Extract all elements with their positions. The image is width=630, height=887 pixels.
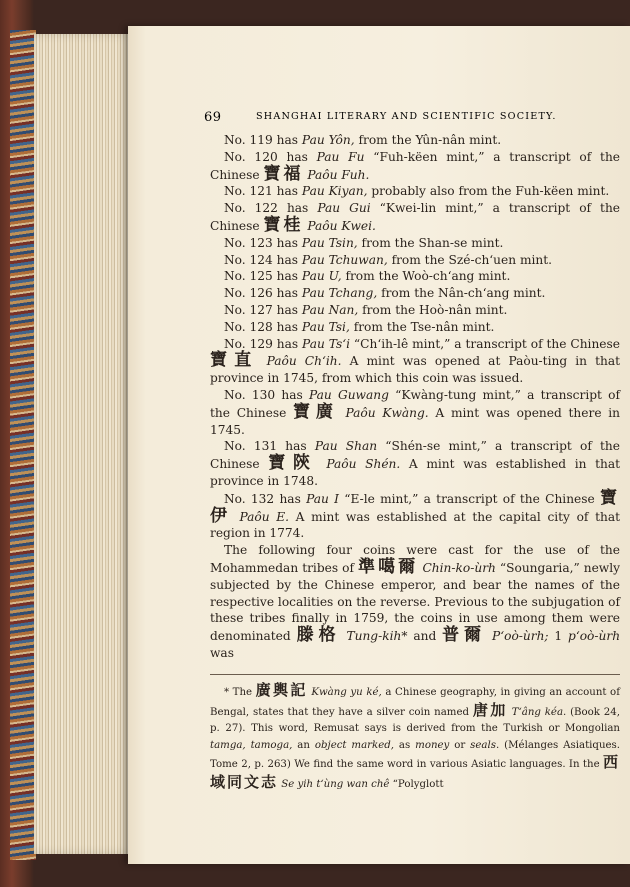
page-number: 69 [204, 110, 222, 125]
footnote-paragraph [210, 682, 620, 793]
paragraph [210, 149, 620, 184]
romanization: Pau Shan [314, 439, 378, 454]
text-run: No. 121 has [224, 184, 302, 199]
romanization: Pau Guwang [308, 387, 389, 402]
text-run [339, 406, 346, 420]
romanization: tamga, tamoga, [210, 739, 293, 751]
romanization: Pau U, [301, 269, 342, 284]
text-run: as [394, 739, 416, 751]
paragraph [210, 268, 620, 285]
paragraph [210, 487, 621, 542]
chinese-characters: 廣輿記 [255, 681, 308, 699]
romanization: Kwàng yu ké, [311, 687, 382, 698]
romanization: seals. [470, 739, 500, 751]
romanization: money [415, 739, 450, 751]
text-run: * The [224, 687, 256, 698]
paragraph [210, 200, 620, 235]
chinese-characters: 普爾 [442, 625, 487, 646]
text-run: No. 132 has [224, 491, 307, 506]
running-header [204, 110, 624, 125]
text-run: No. 125 has [224, 269, 302, 284]
text-run: from the Yûn-nân mint. [354, 133, 502, 147]
text-run: No. 119 has [224, 133, 302, 147]
body-text [210, 132, 620, 662]
romanization: Pau Kiyan, [301, 184, 368, 199]
paragraph [210, 252, 620, 269]
text-run: from the Hoò-nân mint. [358, 302, 508, 317]
paragraph [210, 132, 620, 149]
text-run: or [449, 739, 471, 751]
text-run [258, 354, 266, 368]
text-run: The following four coins were cast for the use of the Mohammedan tribes of [210, 543, 620, 575]
text-run: “Kwei-lin mint,” a transcript of the Chinese [210, 201, 621, 233]
text-run: “E-le mint,” a transcript of the Chinese [338, 491, 600, 506]
paragraph [210, 438, 620, 489]
paragraph [210, 302, 620, 319]
page-stack [34, 34, 134, 854]
text-run: “Kwàng-tung mint,” a transcript of the Chinese [210, 387, 620, 420]
text-run: No. 128 has [224, 319, 302, 334]
text-run: from the Nân-ch‘ang mint. [377, 286, 546, 301]
text-run: “Soungaria,” newly subjected by the Chinese emperor, and bear the names of the respective localities on the reverse. Previous to the subjugation of these tribes finally in 1759, the coins in use among them were denominated [210, 560, 620, 644]
romanization: Tung-kih* [346, 629, 408, 644]
text-run: 1 [548, 629, 569, 644]
text-run: from the Tse-nân mint. [349, 319, 495, 334]
romanization: Pau Nan, [301, 302, 359, 317]
book-page [128, 26, 630, 864]
romanization: Pau Tsi, [301, 319, 350, 334]
paragraph [210, 235, 620, 252]
text-run: (Book 24, p. 27). This word, Remusat says is derived from the Turkish or Mongolian [210, 706, 620, 734]
paragraph [210, 542, 620, 662]
romanization: object marked, [314, 739, 395, 751]
chinese-characters: 準噶爾 [358, 556, 419, 577]
text-run: “Polyglott [389, 778, 444, 790]
romanization: Pau Ts‘i [302, 336, 350, 351]
text-run: “Fuh-këen mint,” a transcript of the Chinese [210, 149, 621, 182]
romanization: p‘oò-ùrh [568, 629, 621, 644]
paragraph [210, 285, 620, 302]
chinese-characters: 滕格 [296, 625, 341, 646]
paragraph [210, 387, 620, 438]
romanization: Paôu E. [239, 509, 289, 524]
text-run: No. 127 has [224, 302, 302, 317]
text-run: “Ch‘ih-lê mint,” a transcript of the Chinese [350, 336, 620, 351]
text-run: No. 129 has [224, 336, 303, 351]
romanization: Se yih t‘ùng wan chê [281, 778, 390, 790]
text-run: No. 123 has [224, 235, 302, 250]
text-run: from the Szé-ch‘uen mint. [387, 252, 553, 267]
text-run: from the Woò-ch‘ang mint. [341, 269, 511, 284]
text-run: “Shén-se mint,” a transcript of the Chinese [210, 439, 620, 472]
paragraph [210, 183, 620, 200]
romanization: P‘oò-ùrh; [492, 629, 549, 644]
chinese-characters: 寶桂 [263, 214, 304, 235]
text-run: No. 122 has [224, 201, 318, 216]
text-run: No. 130 has [224, 387, 309, 402]
text-run: A mint was opened at Paòu-ting in that province in 1745, from which this coin was issued. [210, 354, 620, 386]
chinese-characters: 寶伊 [210, 487, 620, 526]
running-title: SHANGHAI LITERARY AND SCIENTIFIC SOCIETY. [256, 111, 557, 122]
footnote [210, 682, 620, 793]
chinese-characters: 寶福 [263, 163, 304, 184]
paragraph [210, 336, 620, 387]
chinese-characters: 寶直 [210, 350, 259, 371]
romanization: Paôu Kwei. [307, 218, 376, 233]
romanization: Paôu Shén. [326, 457, 401, 472]
paragraph [210, 319, 620, 336]
text-run: A mint was established in that province in 1748. [210, 457, 620, 488]
romanization: T‘âng kéa. [511, 706, 567, 718]
romanization: Pau I [306, 491, 339, 506]
text-run: No. 126 has [224, 286, 302, 301]
romanization: Pau Fu [316, 149, 365, 164]
chinese-characters: 寶陝 [268, 453, 318, 474]
romanization: Pau Tchang, [301, 286, 378, 301]
chinese-characters: 唐加 [472, 700, 508, 719]
romanization: Pau Tchuwan, [301, 252, 388, 267]
text-run: an [292, 739, 315, 751]
text-run: probably also from the Fuh-këen mint. [367, 184, 610, 199]
text-run: No. 120 has [224, 149, 317, 164]
text-run: A mint was established at the capital city of that region in 1774. [210, 509, 621, 541]
text-run: No. 124 has [224, 252, 302, 267]
romanization: Pau Gui [317, 201, 371, 216]
footnote-rule [210, 674, 620, 675]
romanization: Pau Tsin, [301, 235, 358, 250]
romanization: Paôu Kwàng. [345, 405, 429, 420]
text-run: a Chinese geography, in giving an account of Bengal, states that they have a silver coin named [210, 687, 620, 718]
marbled-edge [10, 30, 36, 860]
romanization: Paôu Fuh. [307, 167, 370, 182]
text-run: from the Shan-se mint. [357, 235, 504, 250]
romanization: Paôu Ch‘ih. [266, 354, 342, 369]
text-run: No. 131 has [224, 439, 315, 454]
text-run: was [210, 645, 234, 660]
text-run: (Mélanges Asiatiques. Tome 2, p. 263) We find the same word in various Asiatic languages. In the [210, 739, 621, 770]
chinese-characters: 西域同文志 [210, 753, 620, 791]
romanization: Pau Yôn, [301, 133, 355, 147]
romanization: Chin-ko-ùrh [422, 560, 496, 575]
chinese-characters: 寶廣 [293, 401, 339, 422]
text-run: and [407, 629, 443, 644]
text-run: A mint was opened there in 1745. [210, 405, 621, 437]
